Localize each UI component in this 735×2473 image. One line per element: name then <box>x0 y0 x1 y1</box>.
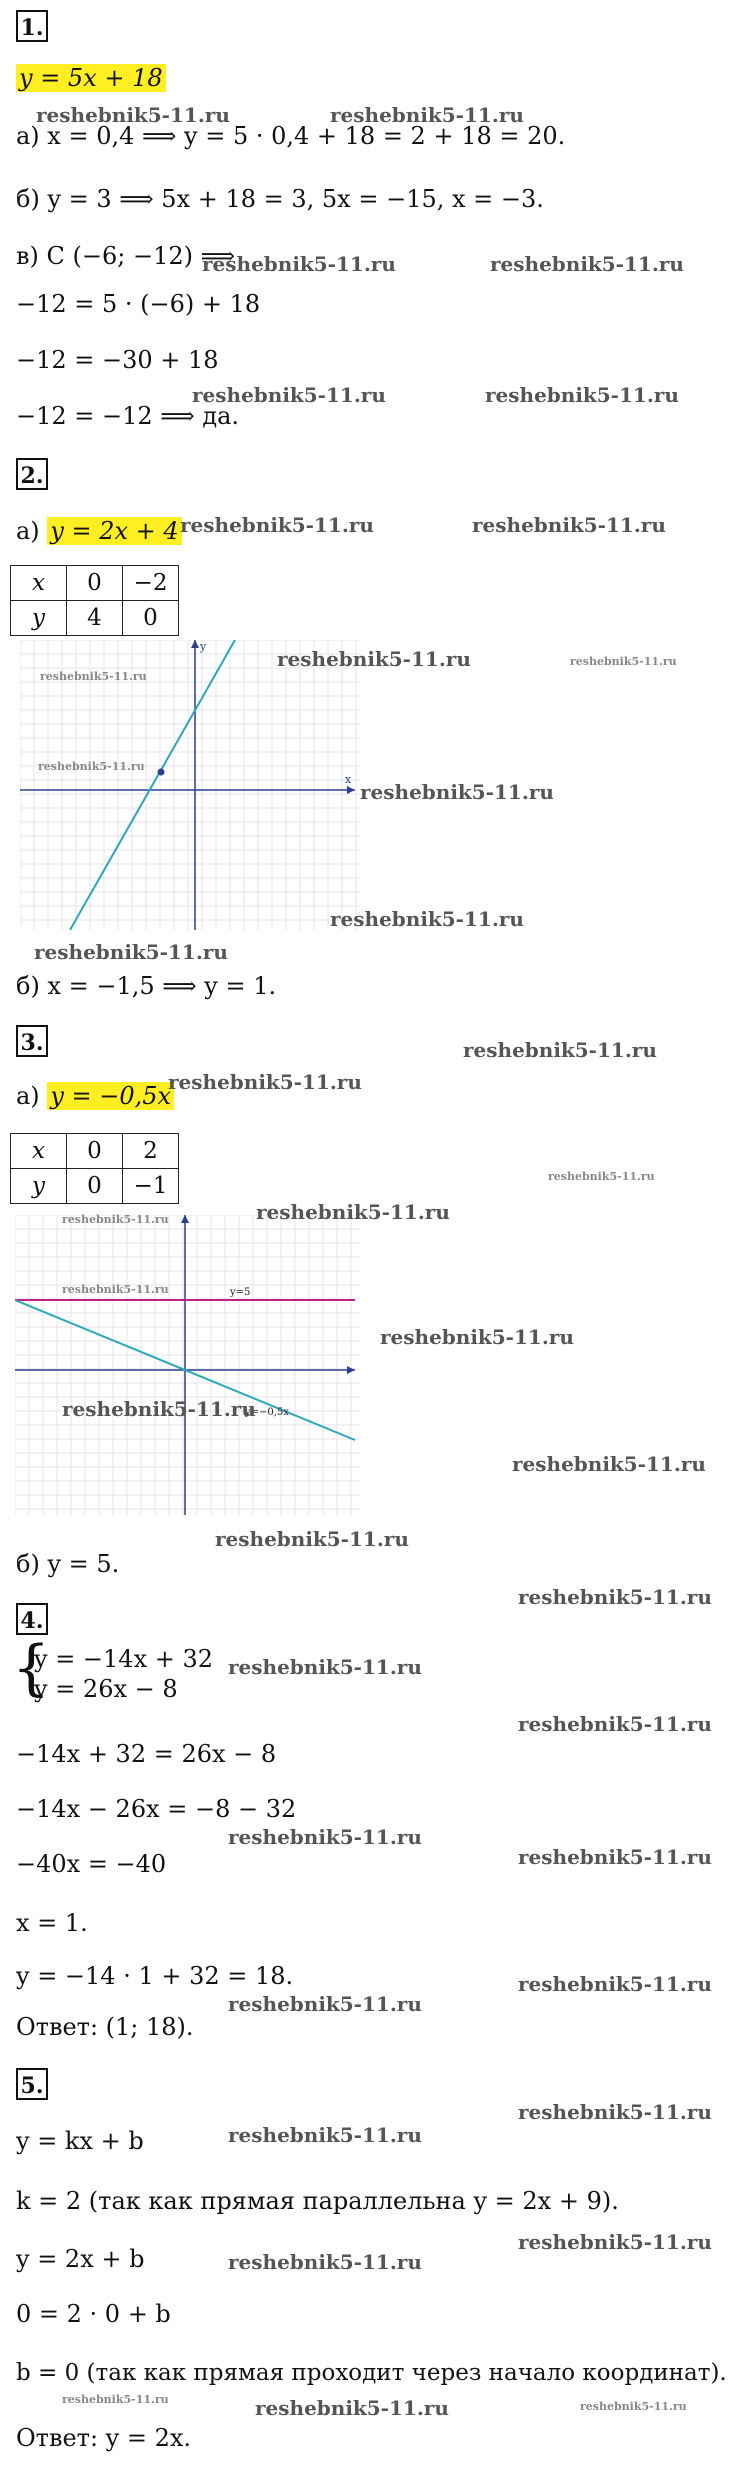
task2-part-a <box>16 515 182 547</box>
watermark: reshebnik5-11.ru <box>490 252 684 276</box>
table-cell: −2 <box>123 566 179 601</box>
watermark: reshebnik5-11.ru <box>34 940 228 964</box>
task1-part-v: в) C (−6; −12) ⟹ <box>16 242 235 270</box>
table-cell: y <box>11 1169 67 1204</box>
task2-y-axis-arrow <box>191 640 199 648</box>
task1-formula-highlight: y = 5x + 18 <box>16 64 166 92</box>
watermark: reshebnik5-11.ru <box>518 2100 712 2124</box>
task2-graph-point <box>158 769 165 776</box>
watermark: reshebnik5-11.ru <box>215 1527 409 1551</box>
task2-value-table <box>10 565 179 636</box>
watermark: reshebnik5-11.ru <box>228 1992 422 2016</box>
task3-part-b: б) y = 5. <box>16 1550 120 1578</box>
task5-line-4: 0 = 2 · 0 + b <box>16 2300 171 2328</box>
watermark: reshebnik5-11.ru <box>330 103 524 127</box>
task1-line-2: −12 = −30 + 18 <box>16 346 219 374</box>
task2-graph-grid <box>20 640 360 930</box>
task3-y-axis-arrow <box>181 1215 189 1223</box>
task5-line-1: y = kx + b <box>16 2127 144 2155</box>
watermark: reshebnik5-11.ru <box>62 2393 169 2406</box>
task2-x-axis-arrow <box>347 786 355 794</box>
task4-line-1: −14x + 32 = 26x − 8 <box>16 1740 277 1768</box>
task2-graph <box>20 640 360 930</box>
task4-answer: Ответ: (1; 18). <box>16 2013 194 2041</box>
task5-line-3: y = 2x + b <box>16 2245 145 2273</box>
table-row <box>11 1134 179 1169</box>
task-number-4: 4. <box>16 1603 48 1635</box>
watermark: reshebnik5-11.ru <box>255 2396 449 2420</box>
task1-part-b: б) y = 3 ⟹ 5x + 18 = 3, 5x = −15, x = −3. <box>16 185 544 213</box>
watermark: reshebnik5-11.ru <box>518 2230 712 2254</box>
task5-line-2: k = 2 (так как прямая параллельна y = 2x + 9). <box>16 2187 619 2215</box>
task3-line-label-y5: y=5 <box>230 1287 251 1298</box>
watermark: reshebnik5-11.ru <box>36 103 230 127</box>
task-number-1: 1. <box>16 10 48 42</box>
watermark: reshebnik5-11.ru <box>180 513 374 537</box>
watermark: reshebnik5-11.ru <box>518 1972 712 1996</box>
task4-line-2: −14x − 26x = −8 − 32 <box>16 1795 297 1823</box>
task4-system-eq-2: y = 26x − 8 <box>34 1675 178 1703</box>
watermark: reshebnik5-11.ru <box>380 1325 574 1349</box>
task-number-5: 5. <box>16 2068 48 2100</box>
watermark: reshebnik5-11.ru <box>472 513 666 537</box>
watermark: reshebnik5-11.ru <box>485 383 679 407</box>
task4-line-4: x = 1. <box>16 1909 88 1937</box>
watermark: reshebnik5-11.ru <box>548 1170 655 1183</box>
task2-y-axis-label: y <box>200 640 207 653</box>
watermark: reshebnik5-11.ru <box>192 383 386 407</box>
watermark: reshebnik5-11.ru <box>360 780 554 804</box>
watermark: reshebnik5-11.ru <box>62 1397 256 1421</box>
watermark: reshebnik5-11.ru <box>228 1825 422 1849</box>
watermark: reshebnik5-11.ru <box>168 1070 362 1094</box>
task1-line-3: −12 = −12 ⟹ да. <box>16 402 240 430</box>
task3-formula-highlight: y = −0,5x <box>47 1082 174 1110</box>
watermark: reshebnik5-11.ru <box>518 1585 712 1609</box>
task-number-2: 2. <box>16 458 48 490</box>
task1-part-a: а) x = 0,4 ⟹ y = 5 · 0,4 + 18 = 2 + 18 = 20. <box>16 122 566 150</box>
table-cell: 0 <box>67 1134 123 1169</box>
task4-system-brace: { <box>12 1633 51 1703</box>
table-row <box>11 1169 179 1204</box>
task3-a-prefix: а) <box>16 1082 40 1110</box>
task4-line-5: y = −14 · 1 + 32 = 18. <box>16 1962 294 1990</box>
watermark: reshebnik5-11.ru <box>202 252 396 276</box>
watermark: reshebnik5-11.ru <box>570 655 677 668</box>
table-cell: x <box>11 1134 67 1169</box>
watermark: reshebnik5-11.ru <box>62 1213 169 1226</box>
watermark: reshebnik5-11.ru <box>518 1845 712 1869</box>
task3-graph <box>15 1215 360 1515</box>
table-cell: 4 <box>67 601 123 636</box>
task2-x-axis-label: x <box>345 773 352 786</box>
task2-a-prefix: а) <box>16 517 40 545</box>
task4-system-eq-1: y = −14x + 32 <box>34 1645 214 1673</box>
watermark: reshebnik5-11.ru <box>228 1655 422 1679</box>
watermark: reshebnik5-11.ru <box>330 907 524 931</box>
table-cell: y <box>11 601 67 636</box>
table-cell: 2 <box>123 1134 179 1169</box>
task5-line-5: b = 0 (так как прямая проходит через начало координат). <box>16 2360 727 2386</box>
table-row <box>11 601 179 636</box>
task2-formula-highlight: y = 2x + 4 <box>47 517 181 545</box>
task3-value-table <box>10 1133 179 1204</box>
watermark: reshebnik5-11.ru <box>62 1283 169 1296</box>
watermark: reshebnik5-11.ru <box>463 1038 657 1062</box>
watermark: reshebnik5-11.ru <box>38 760 145 773</box>
table-cell: 0 <box>67 566 123 601</box>
task1-formula <box>16 62 166 94</box>
table-cell: 0 <box>123 601 179 636</box>
watermark: reshebnik5-11.ru <box>228 2123 422 2147</box>
task3-line-label-neg-half-x: y=−0,5x <box>245 1407 289 1418</box>
task1-line-1: −12 = 5 · (−6) + 18 <box>16 290 261 318</box>
task3-part-a <box>16 1080 174 1112</box>
watermark: reshebnik5-11.ru <box>518 1712 712 1736</box>
watermark: reshebnik5-11.ru <box>512 1452 706 1476</box>
watermark: reshebnik5-11.ru <box>228 2250 422 2274</box>
watermark: reshebnik5-11.ru <box>256 1200 450 1224</box>
watermark: reshebnik5-11.ru <box>40 670 147 683</box>
watermark: reshebnik5-11.ru <box>277 647 471 671</box>
task4-line-3: −40x = −40 <box>16 1850 167 1878</box>
table-cell: 0 <box>67 1169 123 1204</box>
task3-graph-grid <box>15 1215 360 1515</box>
watermark: reshebnik5-11.ru <box>580 2400 687 2413</box>
task5-answer: Ответ: y = 2x. <box>16 2424 192 2452</box>
table-cell: −1 <box>123 1169 179 1204</box>
task2-graph-line <box>70 640 235 930</box>
table-cell: x <box>11 566 67 601</box>
table-row <box>11 566 179 601</box>
task2-part-b: б) x = −1,5 ⟹ y = 1. <box>16 972 277 1000</box>
task-number-3: 3. <box>16 1025 48 1057</box>
